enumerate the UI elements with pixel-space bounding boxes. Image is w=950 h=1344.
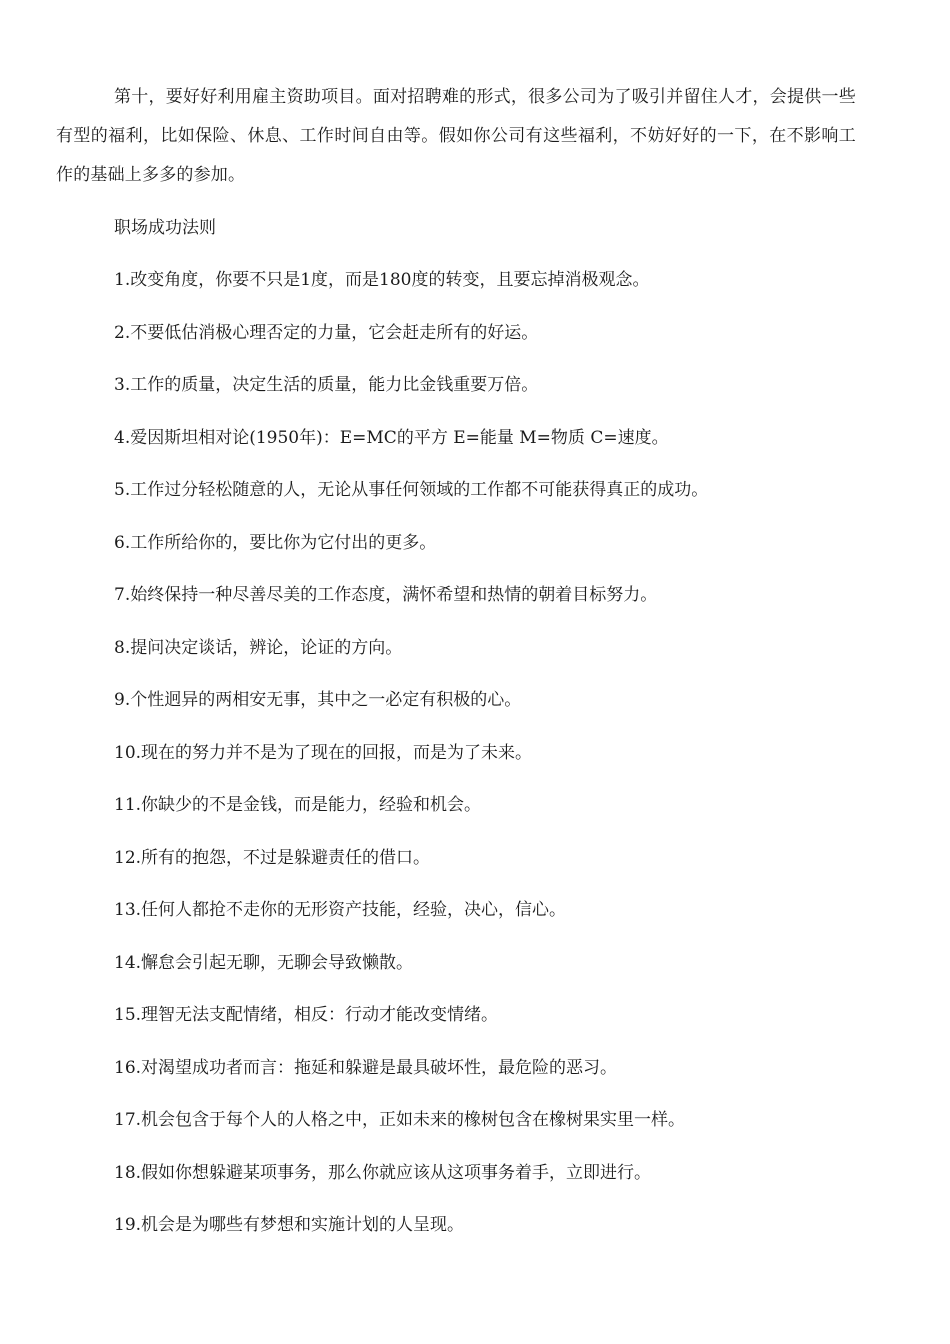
rule-item: 12.所有的抱怨，不过是躲避责任的借口。 bbox=[114, 847, 431, 868]
rule-item: 14.懈怠会引起无聊，无聊会导致懒散。 bbox=[114, 952, 414, 973]
rule-item: 2.不要低估消极心理否定的力量，它会赶走所有的好运。 bbox=[114, 322, 539, 343]
rule-item: 10.现在的努力并不是为了现在的回报，而是为了未来。 bbox=[114, 742, 533, 763]
rule-item: 6.工作所给你的，要比你为它付出的更多。 bbox=[114, 532, 437, 553]
rule-item: 15.理智无法支配情绪，相反：行动才能改变情绪。 bbox=[114, 1005, 499, 1025]
intro-paragraph: 第十，要好好利用雇主资助项目。面对招聘难的形式，很多公司为了吸引并留住人才，会提供一些有型的福利，比如保险、休息、工作时间自由等。假如你公司有这些福利，不妨好好的一下，在不影响工作的基础上多多的参加。 bbox=[56, 87, 856, 185]
rules-list bbox=[114, 266, 874, 1264]
rule-item: 18.假如你想躲避某项事务，那么你就应该从这项事务着手，立即进行。 bbox=[114, 1162, 652, 1183]
rule-item: 17.机会包含于每个人的人格之中，正如未来的橡树包含在橡树果实里一样。 bbox=[114, 1110, 686, 1130]
rule-item: 8.提问决定谈话，辨论，论证的方向。 bbox=[114, 637, 403, 658]
rule-item: 11.你缺少的不是金钱，而是能力，经验和机会。 bbox=[114, 795, 482, 815]
rule-item: 16.对渴望成功者而言：拖延和躲避是最具破坏性，最危险的恶习。 bbox=[114, 1057, 618, 1078]
rule-item: 4.爱因斯坦相对论(1950年)：E=MC的平方 E=能量 M=物质 C=速度。 bbox=[114, 427, 669, 448]
rule-item: 7.始终保持一种尽善尽美的工作态度，满怀希望和热情的朝着目标努力。 bbox=[114, 585, 658, 605]
rule-item: 13.任何人都抢不走你的无形资产技能，经验，决心，信心。 bbox=[114, 900, 567, 920]
rule-item: 19.机会是为哪些有梦想和实施计划的人呈现。 bbox=[114, 1215, 465, 1235]
rule-item: 1.改变角度，你要不只是1度，而是180度的转变，且要忘掉消极观念。 bbox=[114, 270, 650, 290]
rule-item: 5.工作过分轻松随意的人，无论从事任何领域的工作都不可能获得真正的成功。 bbox=[114, 480, 709, 500]
section-heading: 职场成功法则 bbox=[114, 218, 216, 238]
rule-item: 3.工作的质量，决定生活的质量，能力比金钱重要万倍。 bbox=[114, 375, 539, 395]
rule-item: 9.个性迥异的两相安无事，其中之一必定有积极的心。 bbox=[114, 690, 522, 710]
